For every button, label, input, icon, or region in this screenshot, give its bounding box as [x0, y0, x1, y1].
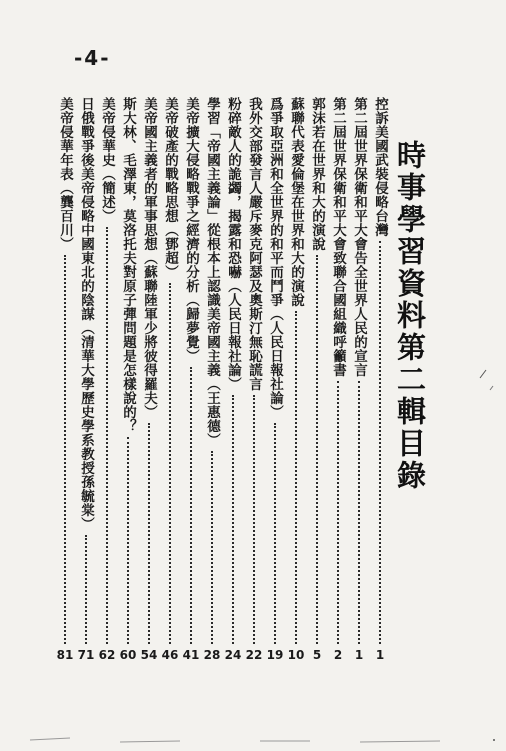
toc-entry-title: 美帝擴大侵略戰爭之經濟的分析（歸夢覺） [183, 97, 199, 363]
toc-entry-title: 我外交部發言人嚴斥麥克阿瑟及奧斯汀無恥謊言 [246, 97, 262, 391]
toc-entry-page: 2 [333, 648, 343, 662]
page-number: -4- [74, 46, 111, 70]
toc-entry-page: 46 [161, 648, 179, 662]
toc-entry-page: 1 [375, 648, 385, 662]
toc-entry-title: 控訴美國武裝侵略台灣 [372, 97, 388, 237]
toc-entry-page: 28 [203, 648, 221, 662]
toc-entry-page: 1 [354, 648, 364, 662]
toc-entry-title: 日俄戰爭後美帝侵略中國東北的陰謀（清華大學歷史學系教授孫毓棠） [78, 97, 94, 531]
toc-entry-page: 60 [119, 648, 137, 662]
toc-entry-title: 郭沫若在世界和大的演說 [309, 97, 325, 251]
toc-entry-title: 第二屆世界保衛和平大會致聯合國組織呼籲書 [330, 97, 346, 377]
toc-entry-title: 粉碎敵人的詭蠲，揭露和恐嚇（人民日報社論） [225, 97, 241, 391]
toc-entry-page: 81 [56, 648, 74, 662]
toc-entry-page: 10 [287, 648, 305, 662]
toc-entry-page: 19 [266, 648, 284, 662]
toc-entry-title: 學習「帝國主義論」從根本上認識美帝國主義（王惠德） [204, 97, 220, 447]
toc-entry-title: 第二屆世界保衛和平大會告全世界人民的宣言 [351, 97, 367, 377]
toc-entry-title: 蘇聯代表愛倫堡在世界和大的演說 [288, 97, 304, 307]
toc-entry-page: 5 [312, 648, 322, 662]
toc-entry-title: 美帝侵華史（簡述） [99, 97, 115, 223]
document-title: 時事學習資料第二輯目錄 [393, 140, 427, 492]
toc-entry-title: 爲爭取亞洲和全世界的和平而鬥爭（人民日報社論） [267, 97, 283, 419]
toc-entry-page: 24 [224, 648, 242, 662]
toc-entry-page: 54 [140, 648, 158, 662]
toc-entry-page: 62 [98, 648, 116, 662]
toc-entry-page: 41 [182, 648, 200, 662]
toc-entry-page: 22 [245, 648, 263, 662]
toc-entry-title: 美帝國主義者的軍事思想（蘇聯陸軍少將彼得羅夫） [141, 97, 157, 419]
toc-entry-title: 美帝侵華年表（龔百川） [57, 97, 73, 251]
toc-entry-title: 斯大林、毛澤東，莫洛托夫對原子彈問題是怎樣說的？ [120, 97, 136, 433]
toc-entry-title: 美帝破產的戰略思想（鄧超） [162, 97, 178, 279]
toc-entry-page: 71 [77, 648, 95, 662]
